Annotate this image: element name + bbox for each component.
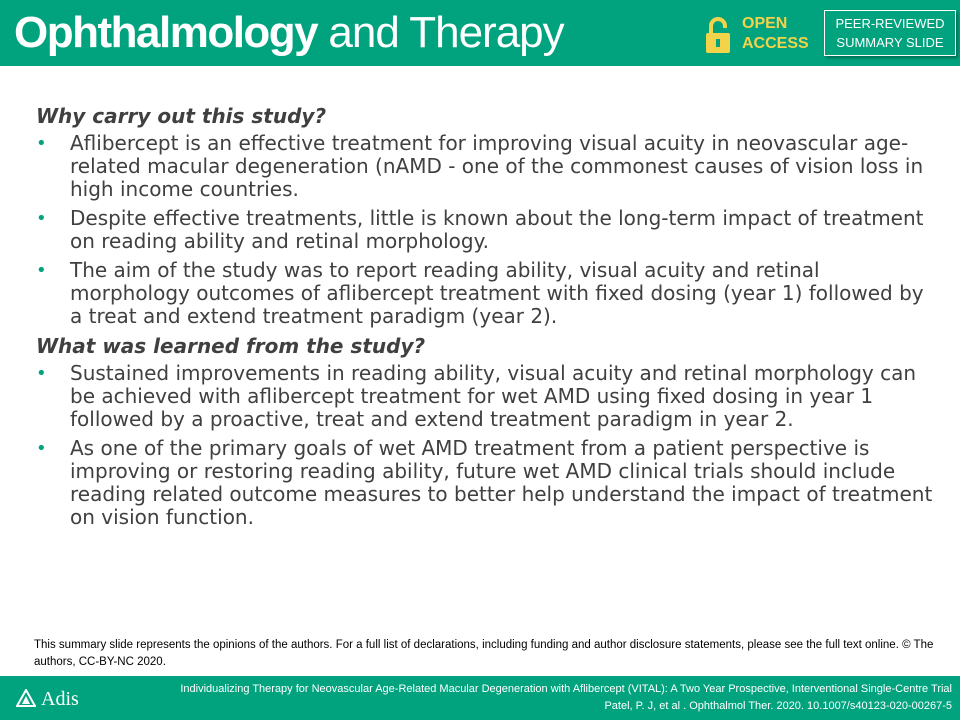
bullet-list-learned — [36, 362, 936, 529]
slide-content — [36, 104, 936, 535]
section-heading-learned: What was learned from the study? — [36, 334, 426, 358]
open-lock-icon — [706, 17, 730, 53]
bullet-icon: • — [36, 438, 47, 459]
bullet-icon: • — [36, 133, 47, 154]
bullet-icon: • — [36, 363, 47, 384]
open-access-line1: OPEN — [742, 15, 788, 32]
journal-title — [14, 4, 564, 62]
open-access-text — [742, 14, 809, 54]
publisher-name: Adis — [41, 688, 79, 710]
bullet-text: As one of the primary goals of wet AMD treatment from a patient perspective is improving or restoring reading ability, future wet AMD clinical trials should include reading related outcome measures to better help understand the impact of treatment on vision function. — [70, 436, 933, 529]
peer-reviewed-badge — [824, 10, 956, 56]
open-access-line2: ACCESS — [742, 35, 809, 52]
citation-reference: Patel, P. J, et al . Ophthalmol Ther. 2020. 10.1007/s40123-020-00267-5 — [604, 700, 952, 712]
section-heading-why: Why carry out this study? — [36, 104, 327, 128]
list-item — [36, 437, 936, 529]
journal-title-light: and Therapy — [317, 8, 564, 57]
footer-bar — [0, 676, 960, 720]
bullet-text: Aflibercept is an effective treatment for improving visual acuity in neovascular age-related macular degeneration (nAMD - one of the commonest causes of vision loss in high income countries. — [70, 131, 924, 201]
citation — [82, 681, 952, 715]
journal-title-bold: Ophthalmology — [14, 8, 318, 57]
citation-title: Individualizing Therapy for Neovascular Age-Related Macular Degeneration with Aflibercept (VITAL): A Two Year Prospective, Interventional Single-Centre Trial — [180, 683, 952, 695]
bullet-text: Despite effective treatments, little is known about the long-term impact of treatment on reading ability and retinal morphology. — [70, 206, 924, 253]
peer-reviewed-line2: SUMMARY SLIDE — [836, 35, 944, 50]
list-item — [36, 259, 936, 328]
bullet-text: The aim of the study was to report reading ability, visual acuity and retinal morphology outcomes of aflibercept treatment with fixed dosing (year 1) followed by a treat and extend treatment paradigm (year 2). — [70, 258, 924, 328]
header-bar — [0, 0, 960, 66]
adis-triangle-icon — [16, 689, 36, 707]
list-item — [36, 132, 936, 201]
disclaimer-text: This summary slide represents the opinions of the authors. For a full list of declarations, including funding and author disclosure statements, please see the full text online. © The authors, CC-BY-NC 2020. — [34, 639, 934, 668]
list-item — [36, 362, 936, 431]
bullet-text: Sustained improvements in reading ability, visual acuity and retinal morphology can be achieved with aflibercept treatment for wet AMD using fixed dosing in year 1 followed by a proactive, treat and extend treatment paradigm in year 2. — [70, 361, 917, 431]
adis-logo — [16, 688, 79, 710]
list-item — [36, 207, 936, 253]
bullet-icon: • — [36, 208, 47, 229]
bullet-list-why — [36, 132, 936, 328]
bullet-icon: • — [36, 260, 47, 281]
peer-reviewed-line1: PEER-REVIEWED — [835, 16, 945, 31]
